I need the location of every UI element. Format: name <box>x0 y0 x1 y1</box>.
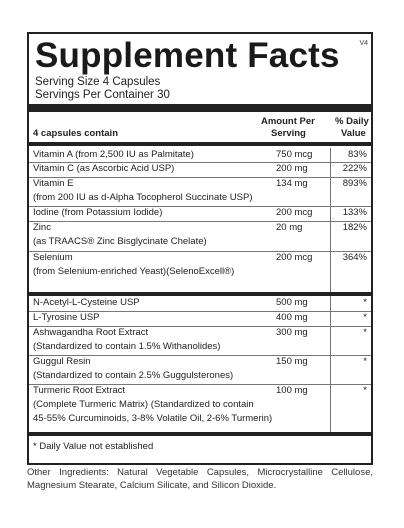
column-separator <box>330 326 331 355</box>
header-divider <box>29 142 371 146</box>
nutrient-daily-value: * <box>363 312 367 323</box>
supplement-facts-panel <box>27 32 373 465</box>
nutrient-name: Zinc <box>33 222 51 233</box>
nutrient-name: Iodine (from Potassium Iodide) <box>33 207 163 218</box>
column-separator <box>330 296 331 311</box>
column-separator <box>330 221 331 251</box>
nutrient-name: N-Acetyl-L-Cysteine USP <box>33 297 140 308</box>
nutrient-amount: 750 mcg <box>276 149 313 160</box>
row-divider <box>29 177 371 178</box>
other-ingredients-line2: Magnesium Stearate, Calcium Silicate, and Silicon Dioxide. <box>27 480 277 491</box>
nutrient-amount: 300 mg <box>276 327 308 338</box>
other-ingredients <box>27 466 373 492</box>
header-amount-line2: Serving <box>271 128 306 139</box>
nutrient-amount: 100 mg <box>276 385 308 396</box>
nutrient-name: Ashwagandha Root Extract <box>33 327 149 338</box>
nutrient-daily-value: 364% <box>342 252 367 263</box>
nutrient-name: (from Selenium-enriched Yeast)(SelenoExcell®) <box>33 266 235 277</box>
nutrient-name: (Complete Turmeric Matrix) (Standardized to contain <box>33 399 254 410</box>
nutrient-name: (as TRAACS® Zinc Bisglycinate Chelate) <box>33 236 207 247</box>
nutrient-name: Turmeric Root Extract <box>33 385 126 396</box>
nutrient-daily-value: 182% <box>342 222 367 233</box>
nutrient-daily-value: * <box>363 327 367 338</box>
nutrient-amount: 200 mcg <box>276 252 313 263</box>
nutrient-daily-value: 893% <box>342 178 367 189</box>
nutrient-name: (from 200 IU as d-Alpha Tocopherol Succinate USP) <box>33 192 253 203</box>
nutrient-name: L-Tyrosine USP <box>33 312 100 323</box>
bottom-divider <box>29 432 371 436</box>
nutrient-daily-value: * <box>363 356 367 367</box>
column-separator <box>330 384 331 432</box>
nutrient-amount: 400 mg <box>276 312 308 323</box>
nutrient-name: Vitamin C (as Ascorbic Acid USP) <box>33 163 175 174</box>
nutrient-name: (Standardized to contain 2.5% Guggulsterones) <box>33 370 234 381</box>
nutrient-name: (Standardized to contain 1.5% Withanolides) <box>33 341 221 352</box>
nutrient-amount: 20 mg <box>276 222 303 233</box>
column-separator <box>330 148 331 162</box>
panel-title: Supplement Facts <box>35 36 340 75</box>
column-separator <box>330 311 331 326</box>
nutrient-name: Vitamin E <box>33 178 74 189</box>
thick-divider <box>29 104 371 112</box>
nutrient-daily-value: 133% <box>342 207 367 218</box>
nutrient-name: Vitamin A (from 2,500 IU as Palmitate) <box>33 149 194 160</box>
column-separator <box>330 162 331 177</box>
nutrient-daily-value: 83% <box>347 149 367 160</box>
header-contains: 4 capsules contain <box>33 128 119 139</box>
nutrient-name: Selenium <box>33 252 73 263</box>
column-separator <box>330 251 331 292</box>
header-dv-line1: % Daily <box>335 116 369 127</box>
row-divider <box>29 251 371 252</box>
column-separator <box>330 177 331 206</box>
nutrient-name: 45-55% Curcuminoids, 3-8% Volatile Oil, 2-6% Turmerin) <box>33 413 273 424</box>
nutrient-amount: 134 mg <box>276 178 308 189</box>
nutrient-name: Guggul Resin <box>33 356 91 367</box>
other-ingredients-line1: Other Ingredients: Natural Vegetable Capsules, Microcrystalline Cellulose, <box>27 467 373 478</box>
nutrient-amount: 150 mg <box>276 356 308 367</box>
nutrient-amount: 500 mg <box>276 297 308 308</box>
column-separator <box>330 355 331 384</box>
serving-size: Serving Size 4 Capsules <box>35 76 161 88</box>
nutrient-amount: 200 mg <box>276 163 308 174</box>
nutrient-daily-value: * <box>363 385 367 396</box>
nutrient-daily-value: * <box>363 297 367 308</box>
nutrient-daily-value: 222% <box>342 163 367 174</box>
row-divider <box>29 221 371 222</box>
header-dv-line2: Value <box>341 128 366 139</box>
servings-per-container: Servings Per Container 30 <box>35 89 170 101</box>
column-separator <box>330 206 331 221</box>
header-amount-line1: Amount Per <box>261 116 315 127</box>
nutrient-amount: 200 mcg <box>276 207 313 218</box>
mid-divider <box>29 292 371 296</box>
version-label: V4 <box>359 40 368 47</box>
footnote: * Daily Value not established <box>33 441 154 452</box>
